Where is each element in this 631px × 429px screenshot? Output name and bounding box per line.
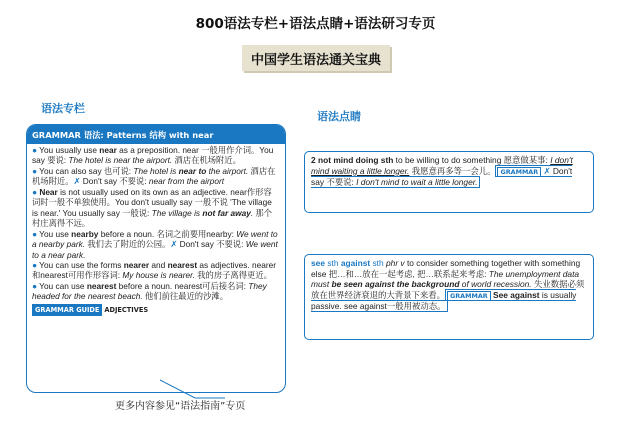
grammar-box-title: GRAMMAR 语法: Patterns 结构 with near <box>27 125 285 144</box>
grammar-paragraph: ● Near is not usually used on its own as an adjective. near作形容词时一般不单独使用。You don't usually say 一般不说 'The village is near.' You usually say 一般说: The village is not far away. 那个村庄离得不远。 <box>32 186 273 229</box>
entry-headword: 2 not mind doing sth <box>311 155 394 165</box>
subtitle-banner: 中国学生语法通关宝典 <box>242 45 390 71</box>
grammar-guide-tag: GRAMMAR GUIDE <box>32 304 102 316</box>
grammar-paragraph: ● You can use nearest before a noun. nearest可后接名词: They headed for the nearest beach. 他们前往最近的沙滩。 <box>32 280 267 302</box>
entry-headword: against <box>340 258 371 268</box>
grammar-point-heading: 语法点睛 <box>317 110 361 123</box>
grammar-paragraph: ● You can also say 也可说: The hotel is near to the airport. 酒店在机场附近。✗ Don't say 不要说: near from the airport <box>32 165 276 187</box>
entry-headword: see <box>311 258 325 268</box>
grammar-paragraph: ● You use nearby before a noun. 名词之前要用nearby: We went to a nearby park. 我们去了附近的公园。✗ Don't say 不要说: We went to a near park. <box>32 228 278 260</box>
grammar-guide-word: ADJECTIVES <box>104 305 149 314</box>
grammar-paragraph: ● You can use the forms nearer and nearest as adjectives. nearer和nearest可用作形容词: My house is nearer. 我的房子离得更近。 <box>32 259 276 281</box>
grammar-tag: GRAMMAR <box>447 291 491 301</box>
grammar-paragraph: ● You usually use near as a preposition. near 一般用作介词。You say 要说: The hotel is near the airport. 酒店在机场附近。 <box>32 145 274 166</box>
grammar-column-heading: 语法专栏 <box>41 102 85 115</box>
see-more-caption: 更多内容参见“语法指南”专页 <box>115 401 246 412</box>
dictionary-entry-see-against: see sth against sth phr v to consider something together with something else 把…和…放在一起考虑, 把…联系起来考虑: The unemployment data must be seen against the background of world recession. 失业数据必须放在世界经济衰退的大背景下来看。 GRAMMAR See against is usually passive. see against一般用被动态。 <box>304 254 594 340</box>
grammar-tag: GRAMMAR <box>497 167 541 177</box>
page-title: 800语法专栏+语法点睛+语法研习专页 <box>195 16 436 32</box>
dictionary-entry-not-mind: 2 not mind doing sth to be willing to do something 愿意做某事: I don't mind waiting a little longer. 我愿意再多等一会儿。 GRAMMAR ✗ Don't say 不要说: I don't mind to wait a little longer. <box>304 151 594 213</box>
